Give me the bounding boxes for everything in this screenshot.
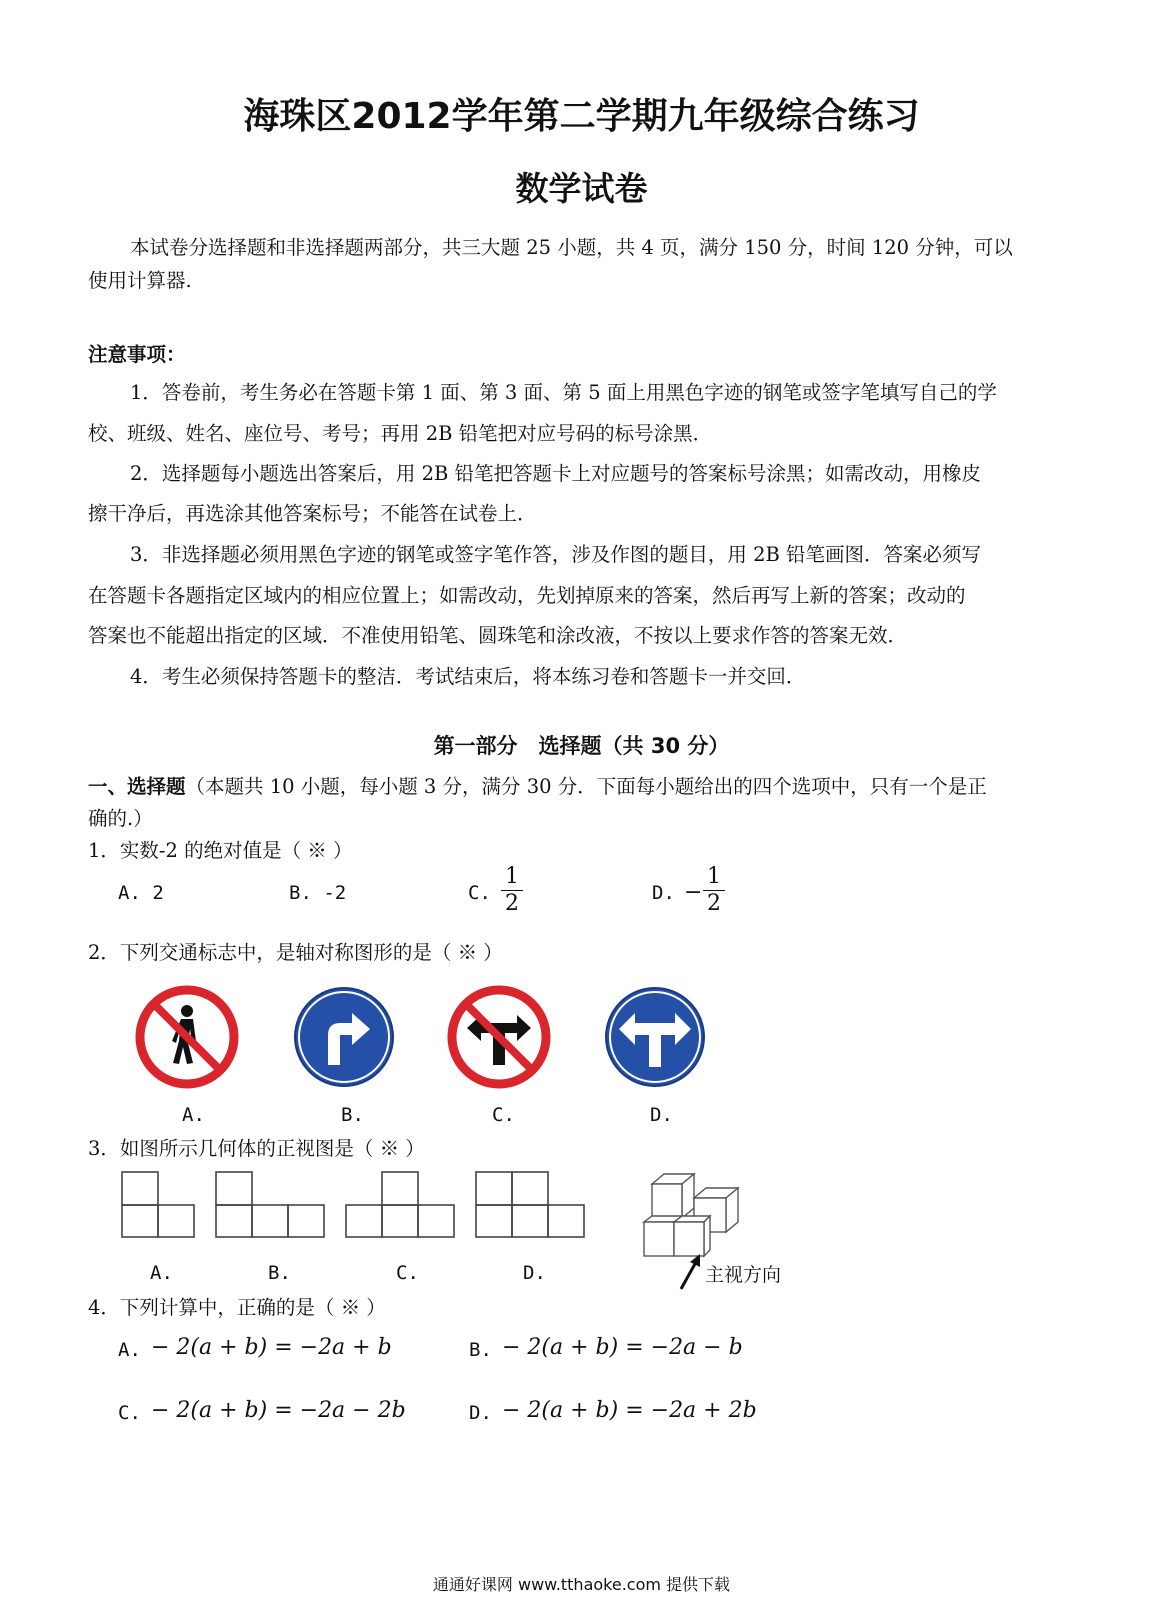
q1-option-d-label: D. — [652, 882, 675, 904]
notes-heading: 注意事项： — [88, 343, 186, 366]
q4-option-a-label: A. — [118, 1339, 141, 1361]
q4-option-b-label: B. — [469, 1339, 492, 1361]
exam-subtitle: 数学试卷 — [515, 169, 648, 208]
q1-option-d-fraction — [703, 866, 725, 915]
question-3-stem: 3．如图所示几何体的正视图是（ ※ ） — [88, 1137, 425, 1160]
front-view-c-diagram — [344, 1170, 459, 1240]
section-heading: 第一部分 选择题（共 30 分） — [433, 734, 730, 758]
q4-option-c: − 2(a + b) = −2a − 2b — [151, 1398, 406, 1423]
question-1-stem: 1．实数-2 的绝对值是（ ※ ） — [88, 839, 353, 862]
q3-label-b: B. — [268, 1262, 291, 1284]
section-intro-bold: 一、选择题 — [88, 775, 186, 798]
fraction-denominator: 2 — [707, 891, 721, 916]
q2-label-c: C. — [492, 1104, 515, 1126]
no-pedestrian-sign-icon — [135, 985, 239, 1089]
intro-line-2: 使用计算器. — [88, 269, 192, 292]
q4-option-c-label: C. — [118, 1402, 141, 1424]
turn-right-sign-icon — [292, 985, 396, 1089]
q3-label-c: C. — [396, 1262, 419, 1284]
q3-label-a: A. — [150, 1262, 173, 1284]
front-view-a-diagram — [120, 1170, 200, 1240]
note-line: 2．选择题每小题选出答案后，用 2B 铅笔把答题卡上对应题号的答案标号涂黑；如需改动，用橡皮 — [130, 462, 982, 485]
no-left-right-turn-sign-icon — [447, 985, 551, 1089]
exam-title: 海珠区2012学年第二学期九年级综合练习 — [243, 96, 920, 137]
left-right-turn-sign-icon — [603, 985, 707, 1089]
q1-option-b: B. -2 — [289, 882, 347, 904]
q1-option-d-sign: − — [684, 880, 703, 905]
q2-label-a: A. — [182, 1104, 205, 1126]
view-direction-arrow-icon — [678, 1254, 704, 1292]
section-intro — [88, 771, 987, 799]
front-view-b-diagram — [214, 1170, 329, 1240]
q2-label-b: B. — [341, 1104, 364, 1126]
q1-option-c-fraction — [501, 866, 523, 915]
front-view-d-diagram — [474, 1170, 589, 1240]
intro-line-1: 本试卷分选择题和非选择题两部分，共三大题 25 小题，共 4 页，满分 150 分，时间 120 分钟，可以 — [130, 236, 1013, 259]
page-footer: 通通好课网 www.tthaoke.com 提供下载 — [432, 1575, 731, 1594]
section-intro-rest: （本题共 10 小题，每小题 3 分，满分 30 分．下面每小题给出的四个选项中，只有一个是正 — [185, 775, 987, 798]
fraction-numerator: 1 — [707, 864, 721, 889]
note-line: 校、班级、姓名、座位号、考号；再用 2B 铅笔把对应号码的标号涂黑． — [88, 422, 713, 445]
q4-option-b: − 2(a + b) = −2a − b — [502, 1335, 743, 1360]
geometric-solid-diagram — [638, 1170, 753, 1265]
q1-option-a: A. 2 — [118, 882, 164, 904]
fraction-numerator: 1 — [505, 864, 519, 889]
note-line: 3．非选择题必须用黑色字迹的钢笔或签字笔作答，涉及作图的题目，用 2B 铅笔画图．答案必须写 — [130, 543, 982, 566]
q4-option-d: − 2(a + b) = −2a + 2b — [502, 1398, 757, 1423]
q1-option-c-label: C. — [468, 882, 491, 904]
q4-option-a: − 2(a + b) = −2a + b — [151, 1335, 392, 1360]
q4-option-d-label: D. — [469, 1402, 492, 1424]
note-line: 1．答卷前，考生务必在答题卡第 1 面、第 3 面、第 5 面上用黑色字迹的钢笔或签字笔填写自己的学 — [130, 381, 997, 404]
note-line: 4．考生必须保持答题卡的整洁．考试结束后，将本练习卷和答题卡一并交回． — [130, 665, 806, 688]
note-line: 在答题卡各题指定区域内的相应位置上；如需改动，先划掉原来的答案，然后再写上新的答案；改动的 — [88, 584, 966, 607]
question-2-stem: 2．下列交通标志中，是轴对称图形的是（ ※ ） — [88, 941, 503, 964]
q2-label-d: D. — [650, 1104, 673, 1126]
section-intro-line-2: 确的.） — [88, 807, 153, 830]
note-line: 擦干净后，再选涂其他答案标号；不能答在试卷上． — [88, 502, 537, 525]
note-line: 答案也不能超出指定的区域．不准使用铅笔、圆珠笔和涂改液，不按以上要求作答的答案无效． — [88, 624, 908, 647]
question-4-stem: 4．下列计算中，正确的是（ ※ ） — [88, 1296, 386, 1319]
fraction-denominator: 2 — [505, 891, 519, 916]
view-direction-label: 主视方向 — [705, 1264, 782, 1286]
q3-label-d: D. — [523, 1262, 546, 1284]
